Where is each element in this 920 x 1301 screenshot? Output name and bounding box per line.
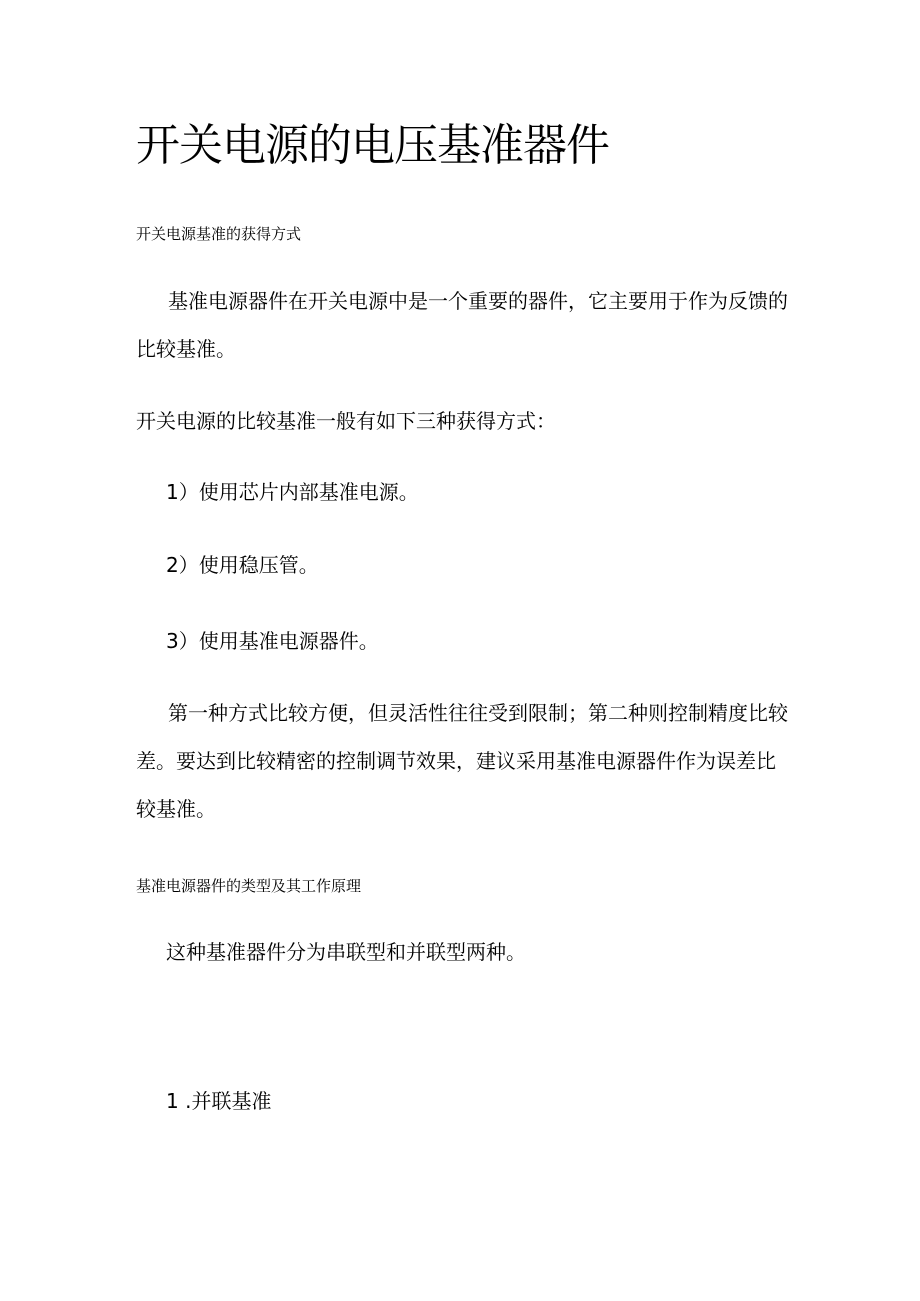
method-item-1: 1）使用芯片内部基准电源。 [166,480,419,504]
method-item-2: 2）使用稳压管。 [166,553,319,577]
section-heading-acquisition-methods: 开关电源基准的获得方式 [136,225,302,243]
subsection-heading-parallel-reference: 1 .并联基准 [166,1089,272,1113]
method-item-3: 3）使用基准电源器件。 [166,629,379,653]
comparison-paragraph: 第一种方式比较方便，但灵活性往往受到限制；第二种则控制精度比较差。要达到比较精密的控制调节效果，建议采用基准电源器件作为误差比较基准。 [136,701,788,821]
types-paragraph: 这种基准器件分为串联型和并联型两种。 [166,940,526,964]
intro-paragraph: 基准电源器件在开关电源中是一个重要的器件，它主要用于作为反馈的比较基准。 [136,289,788,361]
methods-lead-paragraph: 开关电源的比较基准一般有如下三种获得方式： [136,409,556,433]
section-heading-types-and-principle: 基准电源器件的类型及其工作原理 [136,877,362,895]
document-title: 开关电源的电压基准器件 [136,120,609,171]
